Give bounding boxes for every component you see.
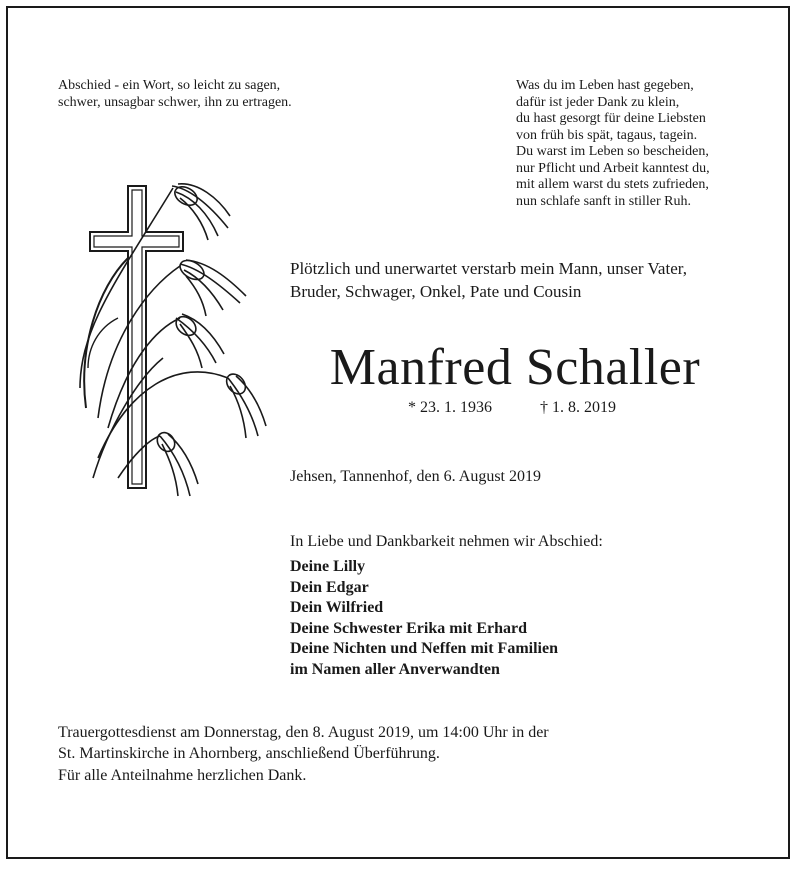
poem-right-line: Du warst im Leben so bescheiden, [516,144,709,159]
poem-right-line: Was du im Leben hast gegeben, [516,78,694,93]
thanks-line: Für alle Anteilnahme herzlichen Dank. [58,767,307,784]
poem-right-line: nur Pflicht und Arbeit kanntest du, [516,160,710,176]
mourners-list [290,557,770,680]
service-line: Trauergottesdienst am Donnerstag, den 8. August 2019, um 14:00 Uhr in der [58,724,549,741]
announcement-line: Plötzlich und unerwartet verstarb mein Mann, unser Vater, [290,259,687,278]
mourner: Dein Edgar [290,578,369,596]
poem-right-line: du hast gesorgt für deine Liebsten [516,111,706,126]
cross-with-wheat-icon [68,178,278,498]
mourner: im Namen aller Anverwandten [290,660,500,678]
poem-right-line: dafür ist jeder Dank zu klein, [516,94,680,110]
deceased-name: Manfred Schaller [329,339,701,396]
poem-left-line: Abschied - ein Wort, so leicht zu sagen, [58,78,281,93]
mourner: Dein Wilfried [290,599,384,616]
death-announcement [290,257,780,303]
poem-right [516,78,776,210]
place-and-date: Jehsen, Tannenhof, den 6. August 2019 [290,468,541,485]
funeral-service-info [58,722,758,764]
birth-date: * 23. 1. 1936 [408,399,492,416]
mourner: Deine Schwester Erika mit Erhard [290,619,528,637]
service-line: St. Martinskirche in Ahornberg, anschließend Überführung. [58,745,440,762]
mourner: Deine Lilly [290,558,366,575]
announcement-line: Bruder, Schwager, Onkel, Pate und Cousin [290,282,582,301]
poem-left [58,78,358,111]
mourner: Deine Nichten und Neffen mit Familien [290,640,558,657]
poem-right-line: nun schlafe sanft in stiller Ruh. [516,193,691,209]
poem-right-line: von früh bis spät, tagaus, tagein. [516,127,698,143]
poem-left-line: schwer, unsagbar schwer, ihn zu ertragen. [58,94,292,110]
farewell-line: In Liebe und Dankbarkeit nehmen wir Abschied: [290,533,603,550]
poem-right-line: mit allem warst du stets zufrieden, [516,177,709,192]
death-date: † 1. 8. 2019 [540,399,616,416]
